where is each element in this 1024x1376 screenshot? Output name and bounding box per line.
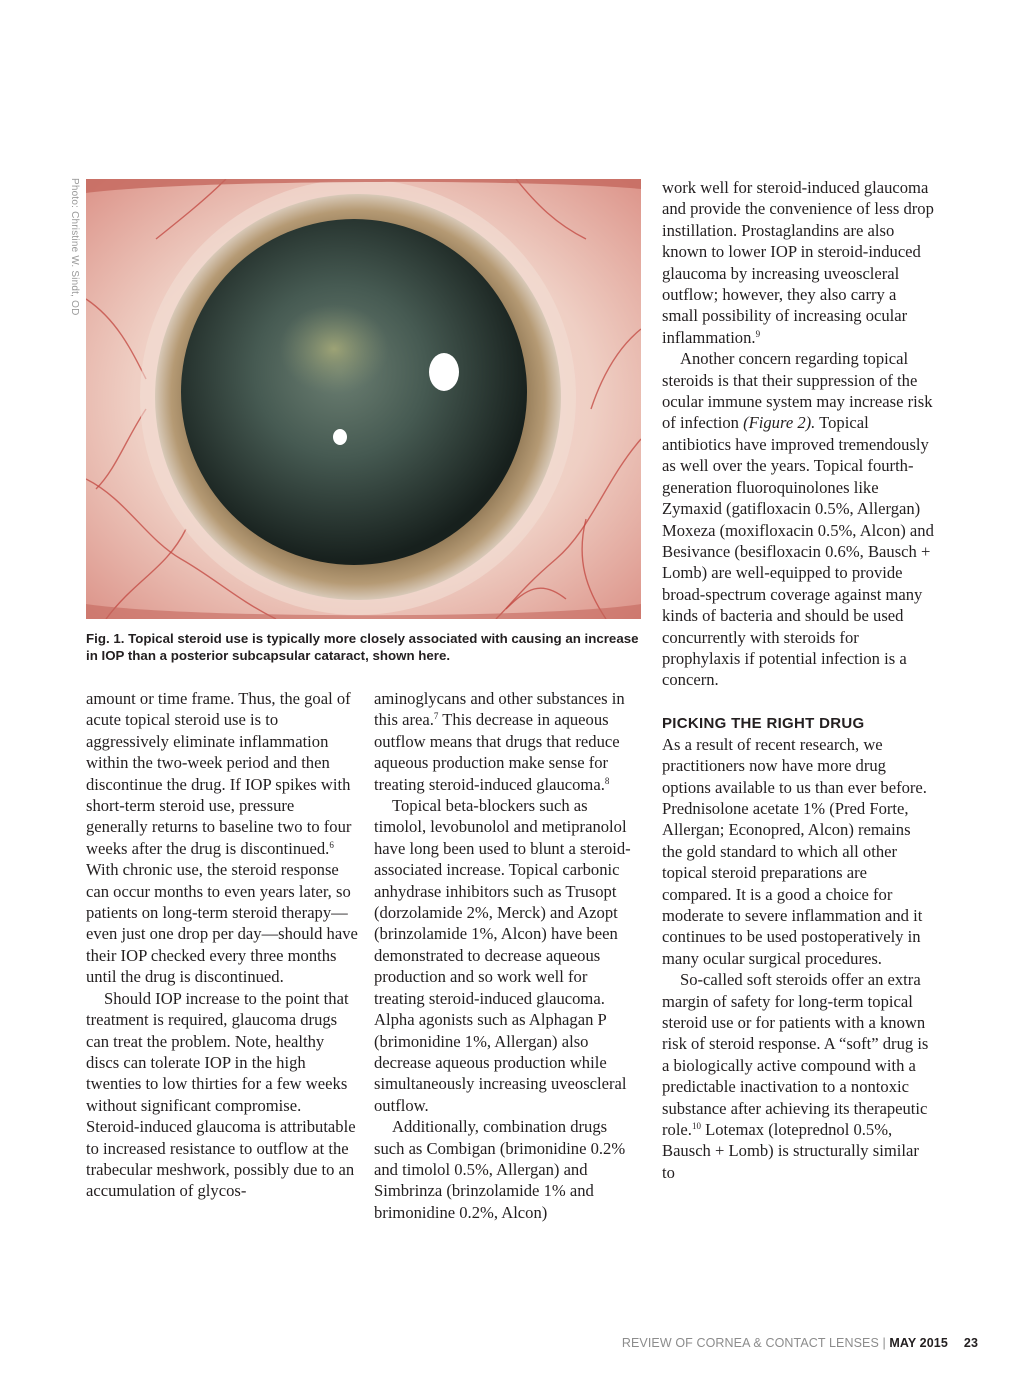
paragraph	[662, 177, 934, 348]
paragraph: As a result of recent research, we practitioners now have more drug options available to us than ever before. Prednisolone acetate 1% (Pred Forte, Allergan; Econopred, Alcon) remains the gold standard to which all other topical steroid preparations are compared. It is a good a choice for moderate to severe inflammation and it continues to be used postoperatively in many ocular surgical procedures.	[662, 734, 927, 968]
text: With chronic use, the steroid response can occur months to even years later, so patients on long-term steroid therapy—even just one drop per day—should have their IOP checked every three months until the drug is discontinued.	[86, 860, 358, 987]
paragraph: Additionally, combination drugs such as Combigan (brimonidine 0.2% and timolol 0.5%, Allergan) and Simbrinza (brinzolamide 1% and brimonidine 0.2%, Alcon)	[374, 1117, 626, 1222]
text: Topical antibiotics have improved tremendously as well over the years. Topical fourth-generation fluoroquinolones like Zymaxid (gatifloxacin 0.5%, Allergan) Moxeza (moxifloxacin 0.5%, Alcon) and Besivance (besifloxacin 0.6%, Bausch + Lomb) are well-equipped to provide broad-spectrum coverage against many kinds of bacteria and should be used concurrently with steroids for prophylaxis if potential infection is a concern.	[662, 413, 934, 690]
text: work well for steroid-induced glaucoma and provide the convenience of less drop instillation. Prostaglandins are also known to lower IOP in steroid-induced glaucoma by increasing uveoscleral outflow; however, they also carry a small possibility of increasing ocular inflammation.	[662, 178, 934, 347]
citation: 6	[329, 839, 334, 850]
text: Lotemax (loteprednol 0.5%, Bausch + Lomb) is structurally similar to	[662, 1120, 919, 1182]
issue-date: MAY 2015	[889, 1336, 948, 1350]
text-column-3	[662, 177, 934, 1183]
paragraph	[374, 688, 640, 795]
text: Another concern regarding topical steroids is that their suppression of the ocular immune system may increase risk of infection	[662, 349, 933, 433]
paragraph	[86, 688, 358, 988]
citation: 10	[691, 1121, 701, 1132]
text-column-1	[86, 688, 358, 1202]
text: aminoglycans and other substances in this area.	[374, 689, 625, 730]
text: So-called soft steroids offer an extra margin of safety for long-term topical steroid use or for patients with a known risk of steroid response. A “soft” drug is a biologically active compound with a predictable inactivation to a nontoxic substance after achieving its therapeutic role.	[662, 970, 929, 1140]
text: amount or time frame. Thus, the goal of acute topical steroid use is to aggressively eliminate inflammation within the two-week period and then discontinue the drug. If IOP spikes with short-term steroid use, pressure generally returns to baseline two to four weeks after the drug is discontinued.	[86, 689, 352, 858]
journal-name: REVIEW OF CORNEA & CONTACT LENSES |	[621, 1336, 890, 1350]
paragraph: Should IOP increase to the point that treatment is required, glaucoma drugs can treat the problem. Note, healthy discs can tolerate IOP in the high twenties to low thirties for a few weeks without significant compromise. Steroid-induced glaucoma is attributable to increased resistance to outflow at the trabecular meshwork, possibly due to an accumulation of glycos-	[86, 988, 356, 1201]
photo-credit: Photo: Christine W. Sindt, OD	[69, 178, 80, 316]
text: This decrease in aqueous outflow means that drugs that reduce aqueous production make sense for treating steroid-induced glaucoma.	[374, 710, 620, 794]
page-footer	[622, 1336, 978, 1350]
paragraph	[662, 348, 934, 691]
paragraph	[662, 969, 934, 1183]
eye-image	[86, 179, 641, 619]
page-number: 23	[963, 1336, 978, 1350]
citation: 7	[433, 711, 439, 722]
paragraph: Topical beta-blockers such as timolol, levobunolol and metipranolol have long been used to blunt a steroid-associated increase. Topical carbonic anhydrase inhibitors such as Trusopt (dorzolamide 2%, Merck) and Azopt (brinzolamide 1%, Alcon) have been demonstrated to decrease aqueous production and so work well for treating steroid-induced glaucoma. Alpha agonists such as Alphagan P (brimonidine 1%, Allergan) also decrease aqueous production while simultaneously increasing uveoscleral outflow.	[374, 796, 631, 1115]
figure-caption: Fig. 1. Topical steroid use is typically more closely associated with causing an increase in IOP than a posterior subcapsular cataract, shown here.	[86, 631, 639, 663]
section-heading: PICKING THE RIGHT DRUG	[662, 714, 865, 732]
figure-1-eye-photo	[86, 179, 641, 619]
citation: 8	[604, 775, 610, 786]
figure-reference: (Figure 2).	[743, 413, 816, 433]
text-column-2	[374, 688, 640, 1223]
citation: 9	[755, 328, 761, 339]
